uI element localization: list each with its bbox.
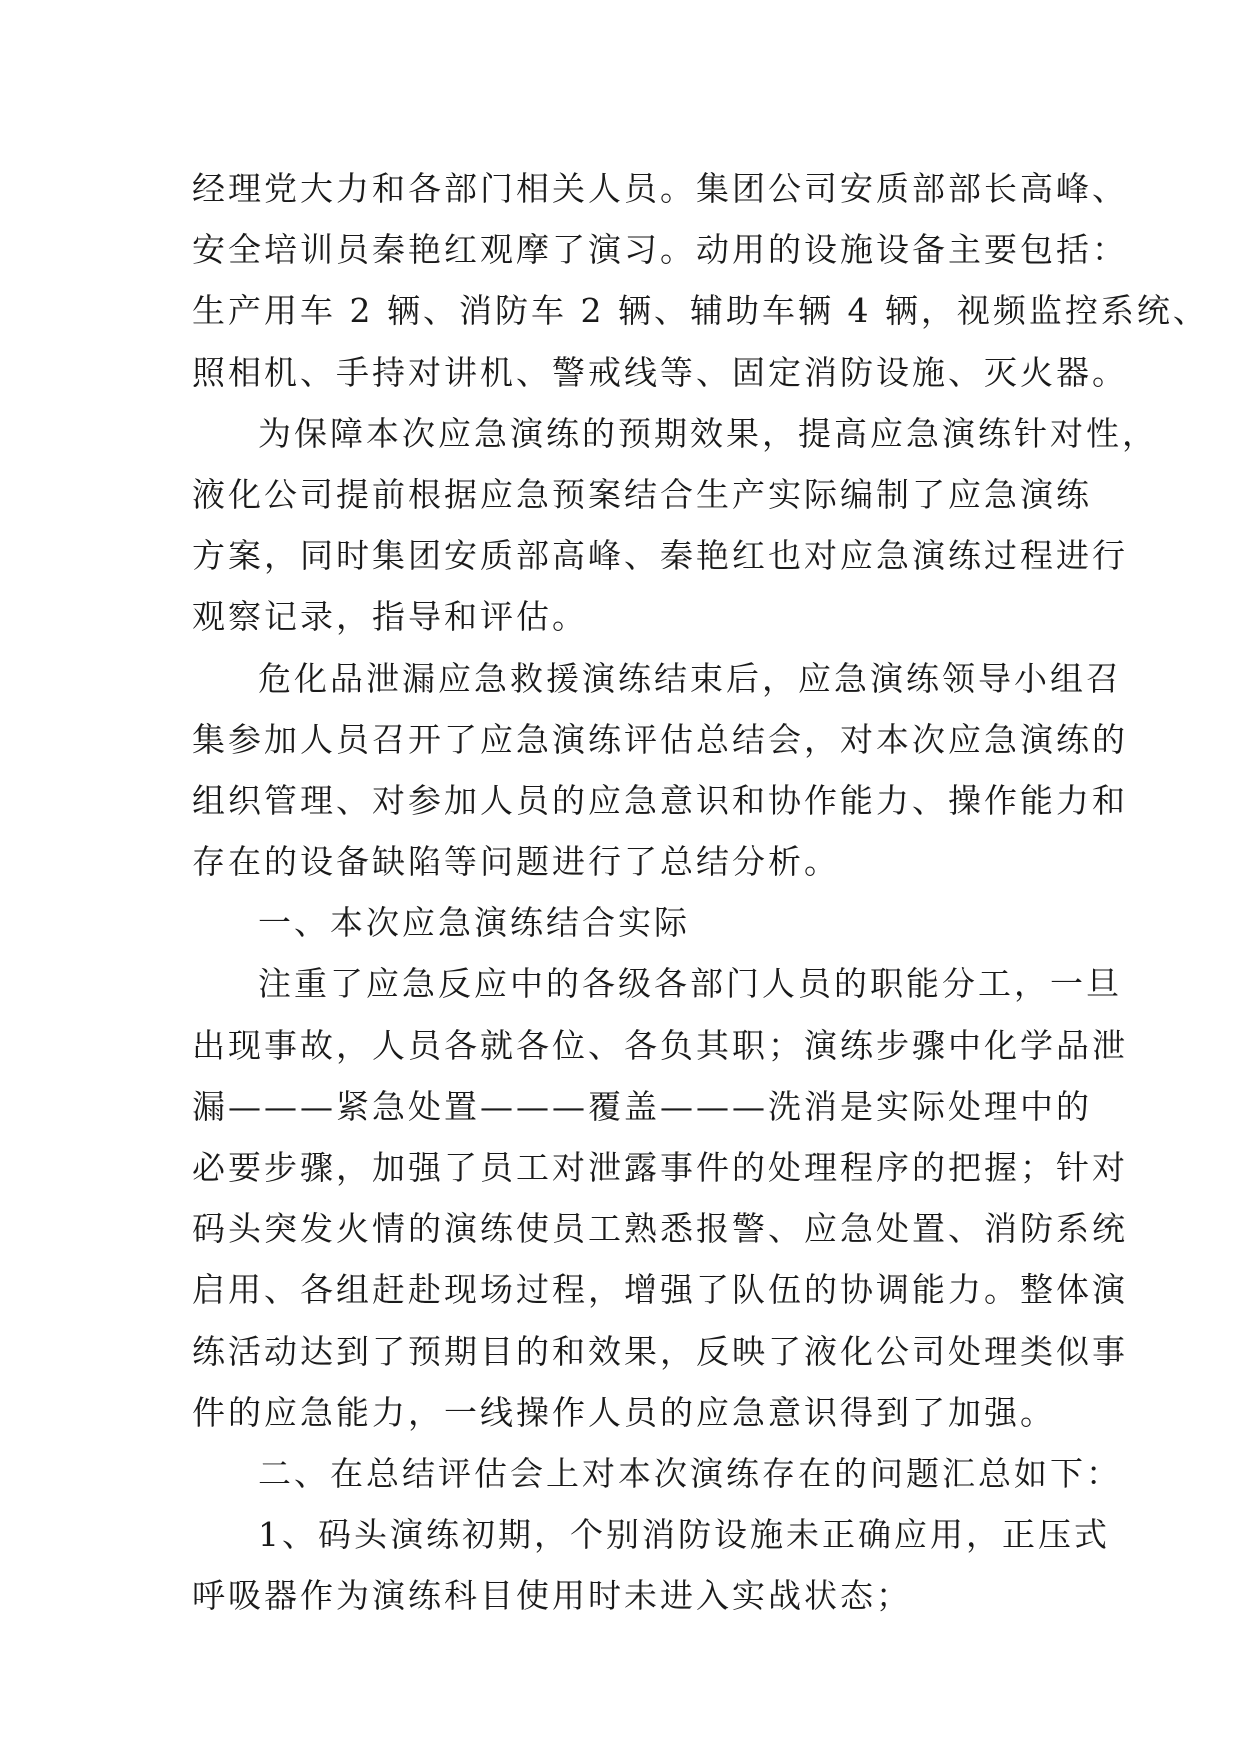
text-line: 方案，同时集团安质部高峰、秦艳红也对应急演练过程进行: [192, 536, 1128, 576]
text-line: 码头突发火情的演练使员工熟悉报警、应急处置、消防系统: [192, 1209, 1128, 1249]
document-body: [192, 158, 1209, 1627]
text-line: 组织管理、对参加人员的应急意识和协作能力、操作能力和: [192, 780, 1128, 820]
text-line: 漏———紧急处置———覆盖———洗消是实际处理中的: [192, 1086, 1092, 1126]
text-line: 必要步骤，加强了员工对泄露事件的处理程序的把握；针对: [192, 1148, 1128, 1187]
paragraph-start-line: 注重了应急反应中的各级各部门人员的职能分工，一旦: [258, 964, 1122, 1004]
paragraph-start-line: 危化品泄漏应急救援演练结束后，应急演练领导小组召: [258, 658, 1122, 698]
text-line: 集参加人员召开了应急演练评估总结会，对本次应急演练的: [192, 719, 1128, 759]
text-line: 出现事故，人员各就各位、各负其职；演练步骤中化学品泄: [192, 1025, 1128, 1065]
text-line: 液化公司提前根据应急预案结合生产实际编制了应急演练: [192, 474, 1092, 514]
text-line: 件的应急能力，一线操作人员的应急意识得到了加强。: [192, 1392, 1056, 1432]
text-line: 存在的设备缺陷等问题进行了总结分析。: [192, 842, 840, 882]
text-line: 启用、各组赶赴现场过程，增强了队伍的协调能力。整体演: [192, 1270, 1128, 1310]
text-line: 安全培训员秦艳红观摩了演习。动用的设施设备主要包括：: [192, 230, 1128, 270]
text-line: 经理党大力和各部门相关人员。集团公司安质部部长高峰、: [192, 169, 1128, 208]
section-heading-1: 一、本次应急演练结合实际: [258, 903, 690, 943]
section-heading-2: 二、在总结评估会上对本次演练存在的问题汇总如下：: [258, 1453, 1122, 1493]
text-line: 照相机、手持对讲机、警戒线等、固定消防设施、灭火器。: [192, 352, 1128, 392]
list-item-1: 1、码头演练初期，个别消防设施未正确应用，正压式: [258, 1515, 1110, 1555]
text-line: 观察记录，指导和评估。: [192, 597, 588, 637]
text-line: 练活动达到了预期目的和效果，反映了液化公司处理类似事: [192, 1331, 1128, 1371]
text-line: 呼吸器作为演练科目使用时未进入实战状态；: [192, 1576, 912, 1616]
text-line: 生产用车 2 辆、消防车 2 辆、辅助车辆 4 辆，视频监控系统、: [192, 291, 1209, 331]
paragraph-start-line: 为保障本次应急演练的预期效果，提高应急演练针对性，: [258, 413, 1158, 453]
